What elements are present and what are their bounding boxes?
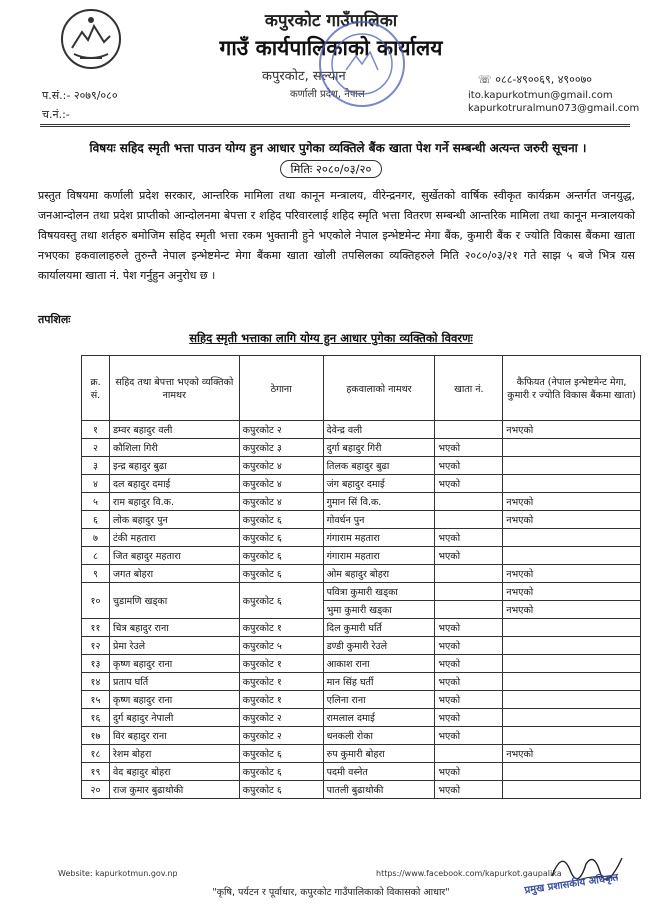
cell-heir-name: पदमी वस्नेत <box>323 763 435 781</box>
cell-sn: १८ <box>82 745 110 763</box>
table-row <box>82 511 641 529</box>
table-row <box>82 763 641 781</box>
cell-sn: १५ <box>82 691 110 709</box>
cell-sn: १६ <box>82 709 110 727</box>
cell-remarks <box>503 457 641 475</box>
cell-martyr-name: इन्द्र बहादुर बुढा <box>109 457 239 475</box>
table-row <box>82 457 641 475</box>
cell-account: भएको <box>435 781 503 799</box>
cell-account <box>435 565 503 583</box>
cell-heir-name: गोवर्धन पुन <box>323 511 435 529</box>
municipality-name: कपुरकोट गाउँपालिका <box>264 11 398 31</box>
cell-sn: ४ <box>82 475 110 493</box>
cell-heir-name: मान सिंह घर्ती <box>323 673 435 691</box>
office-title: गाउँ कार्यपालिकाको कार्यालय <box>219 36 443 60</box>
header-address: ठेगाना <box>239 356 323 421</box>
cell-remarks: नभएको <box>503 565 641 583</box>
cell-remarks <box>503 709 641 727</box>
cell-account: भएको <box>435 619 503 637</box>
header-account-no: खाता नं. <box>435 356 503 421</box>
cell-account: भएको <box>435 439 503 457</box>
cell-account: भएको <box>435 709 503 727</box>
cell-address: कपुरकोट २ <box>239 727 323 745</box>
cell-account: भएको <box>435 637 503 655</box>
table-row <box>82 691 641 709</box>
cell-sn: ७ <box>82 529 110 547</box>
phone-icon: ☏ <box>478 73 496 86</box>
cell-heir-name: गंगाराम महतारा <box>323 547 435 565</box>
cell-martyr-name: जित बहादुर महतारा <box>109 547 239 565</box>
cell-account: भएको <box>435 655 503 673</box>
office-province: कर्णाली प्रदेश, नेपाल <box>290 89 365 100</box>
notice-body: प्रस्तुत विषयमा कर्णाली प्रदेश सरकार, आन्तरिक मामिला तथा कानून मन्त्रालय, वीरेन्द्रनगर, सुर्खेतको वार्षिक स्वीकृत कार्यक्रम अन्तर्गत जनयुद्ध, जनआन्दोलन तथा प्रदेश प्राप्तीको आन्दोलनमा बेपत्ता र शहिद परिवारलाई शहिद स्मृति भत्ता वितरण सम्बन्धी आन्तरिक मामिला तथा कानून मन्त्रालयको विषयवस्तु तथा शर्तहरु बमोजिम सहिद स्मृती भत्ता रकम भुक्तानी हुने भएकोले नेपाल इन्भेष्टमेन्ट मेगा बैंक, कुमारी बैंक र ज्योति विकास बैंकमा खाता नभएका हकवालाहरुले तुरुन्तै नेपाल इन्भेष्टमेन्ट मेगा बैंकमा खाता खोली तपसिलका व्यक्तिहरुले मिति २०८०/०३/२१ गते साझ ५ बजे भित्र यस कार्यालयमा खाता नं. पेश गर्नुहुन अनुरोध छ । <box>38 189 635 282</box>
cell-account <box>435 583 503 601</box>
cell-heir-name: देवेन्द्र वली <box>323 421 435 439</box>
cell-remarks <box>503 655 641 673</box>
cell-account <box>435 601 503 619</box>
cell-address: कपुरकोट ६ <box>239 745 323 763</box>
cell-martyr-name: राम बहादुर वि.क. <box>109 493 239 511</box>
table-row <box>82 583 641 601</box>
cell-sn: १२ <box>82 637 110 655</box>
cell-address: कपुरकोट २ <box>239 709 323 727</box>
table-row <box>82 439 641 457</box>
cell-remarks: नभएको <box>503 493 641 511</box>
cell-remarks <box>503 547 641 565</box>
cell-sn: १ <box>82 421 110 439</box>
header-divider-2 <box>40 126 630 127</box>
cell-address: कपुरकोट ६ <box>239 583 323 619</box>
cell-heir-name: रामलाल दमाई <box>323 709 435 727</box>
cell-remarks: नभएको <box>503 511 641 529</box>
cell-heir-name: आकाश राना <box>323 655 435 673</box>
cell-sn: २० <box>82 781 110 799</box>
cell-remarks <box>503 727 641 745</box>
cell-martyr-name: विर बहादुर राना <box>109 727 239 745</box>
table-row <box>82 655 641 673</box>
footer-website: Website: kapurkotmun.gov.np <box>58 869 178 878</box>
cell-remarks <box>503 673 641 691</box>
cell-remarks <box>503 763 641 781</box>
table-header-row <box>82 356 641 421</box>
cell-remarks <box>503 691 641 709</box>
table-row <box>82 565 641 583</box>
footer-slogan: "कृषि, पर्यटन र पूर्वाधार, कपुरकोट गाउँपालिकाको विकासको आधार" <box>212 887 450 898</box>
cell-sn: ३ <box>82 457 110 475</box>
cell-remarks <box>503 439 641 457</box>
cell-heir-name: गंगाराम महतारा <box>323 529 435 547</box>
details-label: तपशिलः <box>38 313 71 326</box>
cell-address: कपुरकोट ६ <box>239 547 323 565</box>
cell-remarks <box>503 781 641 799</box>
cell-heir-name: रुप कुमारी बोहरा <box>323 745 435 763</box>
cell-account <box>435 511 503 529</box>
cell-address: कपुरकोट ६ <box>239 529 323 547</box>
cell-account: भएको <box>435 691 503 709</box>
cell-remarks <box>503 529 641 547</box>
cell-account: भएको <box>435 547 503 565</box>
table-row <box>82 529 641 547</box>
cell-heir-name: जंग बहादुर दमाई <box>323 475 435 493</box>
cell-remarks <box>503 619 641 637</box>
cell-sn: १७ <box>82 727 110 745</box>
cell-heir-name: तिलक बहादुर बुढा <box>323 457 435 475</box>
cell-martyr-name: जगत बोहरा <box>109 565 239 583</box>
cell-address: कपुरकोट ४ <box>239 457 323 475</box>
cell-martyr-name: डम्वर बहादुर वली <box>109 421 239 439</box>
cell-account: भएको <box>435 727 503 745</box>
cell-martyr-name: चित्र बहादुर राना <box>109 619 239 637</box>
cell-martyr-name: चुडामणि खड्का <box>109 583 239 619</box>
cell-address: कपुरकोट ४ <box>239 493 323 511</box>
cell-account: भएको <box>435 529 503 547</box>
cell-heir-name: दुर्गा बहादुर गिरी <box>323 439 435 457</box>
cell-martyr-name: राज कुमार बुढाथोकी <box>109 781 239 799</box>
dispatch-number: च.नं.:- <box>42 108 70 121</box>
cell-sn: ६ <box>82 511 110 529</box>
email-secondary: kapurkotruralmun073@gmail.com <box>468 103 640 114</box>
table-row <box>82 493 641 511</box>
cell-martyr-name: लोक बहादुर पुन <box>109 511 239 529</box>
footer-facebook: https://www.facebook.com/kapurkot.gaupalika <box>376 869 562 878</box>
cell-address: कपुरकोट ६ <box>239 763 323 781</box>
cell-heir-name: धनकली रोका <box>323 727 435 745</box>
header-martyr-name: सहिद तथा बेपत्ता भएको व्यक्तिको नामथर <box>109 356 239 421</box>
table-row <box>82 745 641 763</box>
cell-remarks: नभएको <box>503 583 641 601</box>
header-heir-name: हकवालाको नामथर <box>323 356 435 421</box>
cell-heir-name: दिल कुमारी घर्ति <box>323 619 435 637</box>
cell-sn: ९ <box>82 565 110 583</box>
cell-martyr-name: दल बहादुर दमाई <box>109 475 239 493</box>
cell-heir-name: पातली बुढाथोकी <box>323 781 435 799</box>
cell-sn: १४ <box>82 673 110 691</box>
cell-address: कपुरकोट ४ <box>239 475 323 493</box>
office-place: कपुरकोट, सल्यान <box>262 69 346 84</box>
cell-sn: १३ <box>82 655 110 673</box>
reference-number: प.सं.:- २०७९/०८० <box>42 89 118 102</box>
cell-remarks: नभएको <box>503 421 641 439</box>
cell-heir-name: ओम बहादुर बोहरा <box>323 565 435 583</box>
cell-heir-name: एलिना राना <box>323 691 435 709</box>
cell-address: कपुरकोट ६ <box>239 511 323 529</box>
cell-martyr-name: रेशम बोहरा <box>109 745 239 763</box>
header-sn: क्र. सं. <box>82 356 110 421</box>
cell-address: कपुरकोट ६ <box>239 781 323 799</box>
cell-address: कपुरकोट ३ <box>239 439 323 457</box>
cell-sn: ५ <box>82 493 110 511</box>
cell-account: भएको <box>435 475 503 493</box>
notice-subject: विषयः सहिद स्मृती भत्ता पाउन योग्य हुन आधार पुगेका व्यक्तिले बैंक खाता पेश गर्ने सम्बन्धी अत्यन्त जरुरी सूचना । <box>89 141 587 155</box>
cell-sn: १९ <box>82 763 110 781</box>
table-body <box>82 421 641 799</box>
cell-address: कपुरकोट ६ <box>239 565 323 583</box>
notice-date: मितिः २०८०/०३/२० <box>0 162 662 177</box>
cell-martyr-name: दुर्ग बहादुर नेपाली <box>109 709 239 727</box>
cell-martyr-name: प्रेमा रेउले <box>109 637 239 655</box>
chief-officer-stamp: प्रमुख प्रशासकीय अधिकृत <box>523 872 619 897</box>
cell-heir-name: डण्डी कुमारी रेउले <box>323 637 435 655</box>
table-row <box>82 673 641 691</box>
office-seal-stamp <box>316 18 408 110</box>
table-title: सहिद स्मृती भत्ताका लागि योग्य हुन आधार पुगेका व्यक्तिको विवरणः <box>189 331 473 345</box>
header-divider <box>40 124 630 125</box>
cell-heir-name: पवित्रा कुमारी खड्का <box>323 583 435 601</box>
cell-martyr-name: प्रताप घर्ति <box>109 673 239 691</box>
table-row <box>82 637 641 655</box>
beneficiary-table <box>81 355 641 799</box>
table-row <box>82 709 641 727</box>
cell-address: कपुरकोट ५ <box>239 637 323 655</box>
header-remarks: कैफियत (नेपाल इन्भेष्टमेन्ट मेगा, कुमारी र ज्योति विकास बैंकमा खाता) <box>503 356 641 421</box>
cell-account: भएको <box>435 457 503 475</box>
table-row <box>82 727 641 745</box>
phone-number: ☏ ०८८-४९००६९, ४९००७० <box>478 73 593 86</box>
cell-address: कपुरकोट १ <box>239 655 323 673</box>
cell-martyr-name: कृष्ण बहादुर राना <box>109 655 239 673</box>
cell-remarks: नभएको <box>503 601 641 619</box>
cell-martyr-name: कृष्ण बहादुर राना <box>109 691 239 709</box>
table-row <box>82 547 641 565</box>
table-row <box>82 421 641 439</box>
cell-address: कपुरकोट १ <box>239 691 323 709</box>
cell-remarks: नभएको <box>503 745 641 763</box>
cell-sn: २ <box>82 439 110 457</box>
cell-heir-name: भुमा कुमारी खड्का <box>323 601 435 619</box>
cell-sn: १० <box>82 583 110 619</box>
table-row <box>82 781 641 799</box>
cell-martyr-name: टंकी महतारा <box>109 529 239 547</box>
cell-address: कपुरकोट २ <box>239 421 323 439</box>
cell-martyr-name: वेद बहादुर बोहरा <box>109 763 239 781</box>
cell-heir-name: गुमान सिं वि.क. <box>323 493 435 511</box>
cell-remarks <box>503 637 641 655</box>
cell-address: कपुरकोट १ <box>239 619 323 637</box>
cell-account <box>435 493 503 511</box>
cell-sn: ८ <box>82 547 110 565</box>
table-row <box>82 475 641 493</box>
cell-address: कपुरकोट १ <box>239 673 323 691</box>
cell-remarks <box>503 475 641 493</box>
cell-account <box>435 421 503 439</box>
email-primary: ito.kapurkotmun@gmail.com <box>468 90 613 101</box>
table-row <box>82 619 641 637</box>
cell-account: भएको <box>435 763 503 781</box>
cell-martyr-name: कौशिला गिरी <box>109 439 239 457</box>
cell-account <box>435 745 503 763</box>
cell-account: भएको <box>435 673 503 691</box>
cell-sn: ११ <box>82 619 110 637</box>
